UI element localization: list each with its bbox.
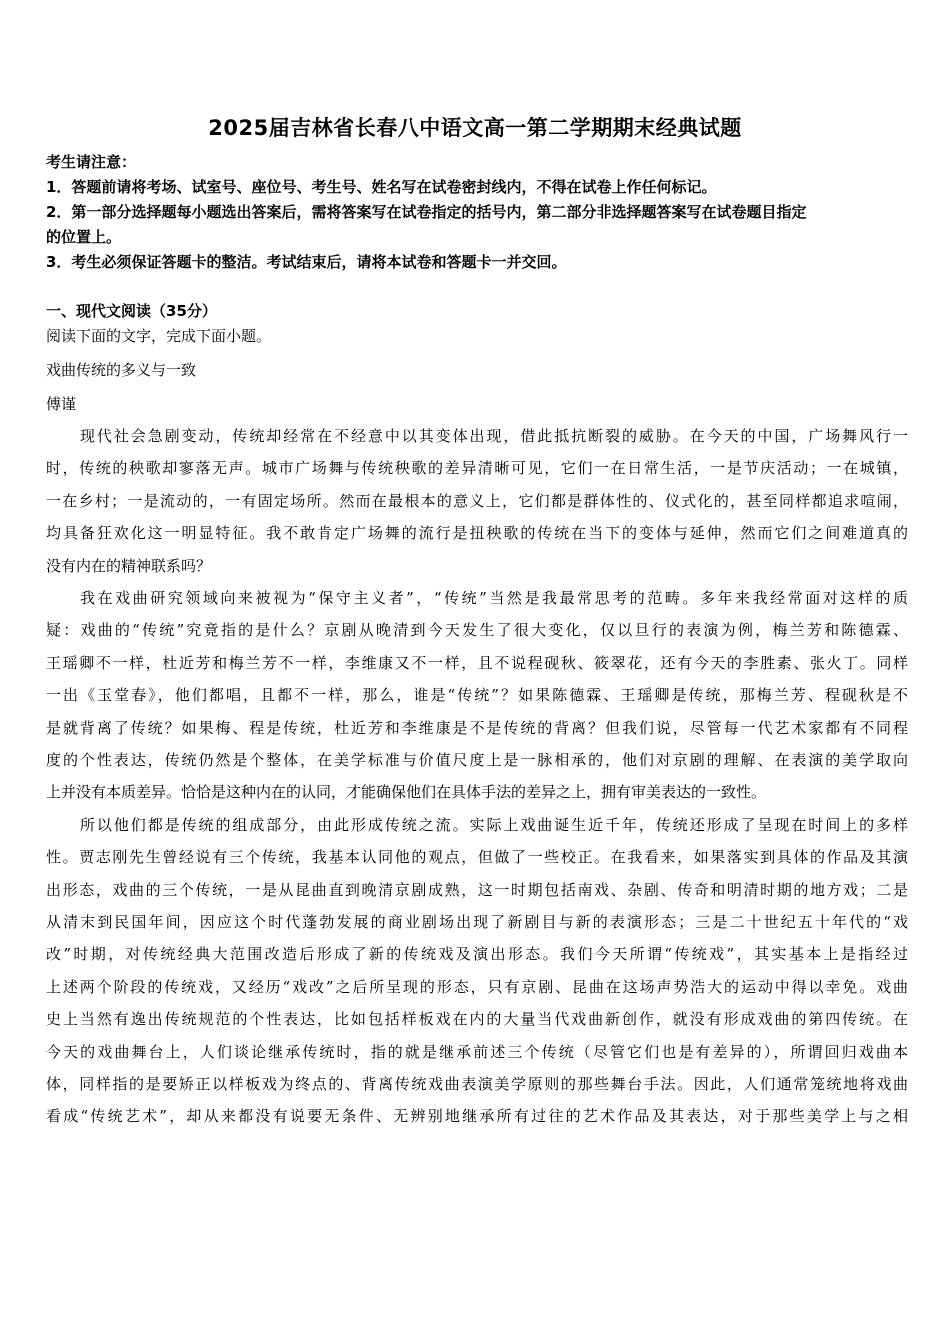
article-line: 我在戏曲研究领域向来被视为“保守主义者”，“传统”当然是我最常思考的范畴。多年来我经常面对这样的质: [80, 589, 908, 607]
notice-item: 2．第一部分选择题每小题选出答案后，需将答案写在试卷指定的括号内，第二部分非选择题答案写在试卷题目指定: [46, 203, 807, 221]
article-line: 改”时期，对传统经典大范围改造后形成了新的传统戏及演出形态。我们今天所谓“传统戏”，其实基本上是指经过: [46, 945, 908, 964]
article-line: 时，传统的秧歌却寥落无声。城市广场舞与传统秧歌的差异清晰可见，它们一在日常生活，一是节庆活动；一在城镇，: [46, 459, 908, 478]
article-line: 从清末到民国年间，因应这个时代蓬勃发展的商业剧场出现了新剧目与新的表演形态；三是二十世纪五十年代的“戏: [46, 913, 908, 931]
article-line: 今天的戏曲舞台上，人们谈论继承传统时，指的就是继承前述三个传统（尽管它们也是有差异的），所谓回归戏曲本: [46, 1042, 908, 1061]
article-line: 一出《玉堂春》，他们都唱，且都不一样，那么，谁是“传统”？如果陈德霖、王瑶卿是传统，那梅兰芳、程砚秋是不: [46, 686, 908, 705]
article-line: 王瑶卿不一样，杜近芳和梅兰芳不一样，李维康又不一样，且不说程砚秋、筱翠花，还有今天的李胜素、张火丁。同样: [46, 653, 908, 672]
notice-item: 的位置上。: [46, 228, 122, 246]
article-line: 体，同样指的是要矫正以样板戏为终点的、背离传统戏曲表演美学原则的那些舞台手法。因此，人们通常笼统地将戏曲: [46, 1075, 908, 1093]
article-line: 史上当然有逸出传统规范的个性表达，比如包括样板戏在内的大量当代戏曲新创作，就没有形成戏曲的第四传统。在: [46, 1010, 908, 1029]
article-author: 傅谨: [46, 395, 77, 413]
article-line: 没有内在的精神联系吗？: [46, 556, 212, 575]
article-line: 度的个性表达，传统仍然是个整体，在美学标准与价值尺度上是一脉相承的，他们对京剧的理解、在表演的美学取向: [46, 751, 908, 769]
article-line: 性。贾志刚先生曾经说有三个传统，我基本认同他的观点，但做了一些校正。在我看来，如果落实到具体的作品及其演: [46, 848, 908, 867]
notice-block: [46, 150, 906, 275]
notice-heading: 考生请注意：: [46, 153, 137, 171]
article-line: 现代社会急剧变动，传统却经常在不经意中以其变体出现，借此抵抗断裂的威胁。在今天的中国，广场舞风行一: [80, 427, 908, 445]
reading-instruction: 阅读下面的文字，完成下面小题。: [46, 327, 272, 345]
notice-item: 3．考生必须保证答题卡的整洁。考试结束后，请将本试卷和答题卡一并交回。: [46, 253, 567, 271]
article-title: 戏曲传统的多义与一致: [46, 361, 197, 379]
section-heading: 一、现代文阅读（35分）: [46, 302, 217, 320]
article-line: 上并没有本质差异。恰恰是这种内在的认同，才能确保他们在具体手法的差异之上，拥有审美表达的一致性。: [46, 783, 767, 802]
article-line: 是就背离了传统？如果梅、程是传统，杜近芳和李维康是不是传统的背离？但我们说，尽管每一代艺术家都有不同程: [46, 718, 908, 737]
article-line: 疑：戏曲的“传统”究竟指的是什么？京剧从晚清到今天发生了很大变化，仅以旦行的表演为例，梅兰芳和陈德霖、: [46, 621, 908, 640]
article-line: 所以他们都是传统的组成部分，由此形成传统之流。实际上戏曲诞生近千年，传统还形成了呈现在时间上的多样: [80, 815, 908, 834]
article-line: 一在乡村；一是流动的，一有固定场所。然而在最根本的意义上，它们都是群体性的、仪式化的，甚至同样都追求喧闹，: [46, 491, 908, 510]
article-line: 看成“传统艺术”，却从来都没有说要无条件、无辨别地继承所有过往的艺术作品及其表达，对于那些美学上与之相: [46, 1107, 908, 1126]
article-line: 均具备狂欢化这一明显特征。我不敢肯定广场舞的流行是扭秧歌的传统在当下的变体与延伸，然而它们之间难道真的: [46, 524, 908, 543]
article-line: 出形态，戏曲的三个传统，一是从昆曲直到晚清京剧成熟，这一时期包括南戏、杂剧、传奇和明清时期的地方戏；二是: [46, 880, 908, 899]
article-line: 上述两个阶段的传统戏，又经历“戏改”之后所呈现的形态，只有京剧、昆曲在这场声势浩大的运动中得以幸免。戏曲: [46, 977, 908, 996]
page-title: 2025届吉林省长春八中语文高一第二学期期末经典试题: [208, 116, 742, 140]
notice-item: 1．答题前请将考场、试室号、座位号、考生号、姓名写在试卷密封线内，不得在试卷上作任何标记。: [46, 178, 717, 196]
